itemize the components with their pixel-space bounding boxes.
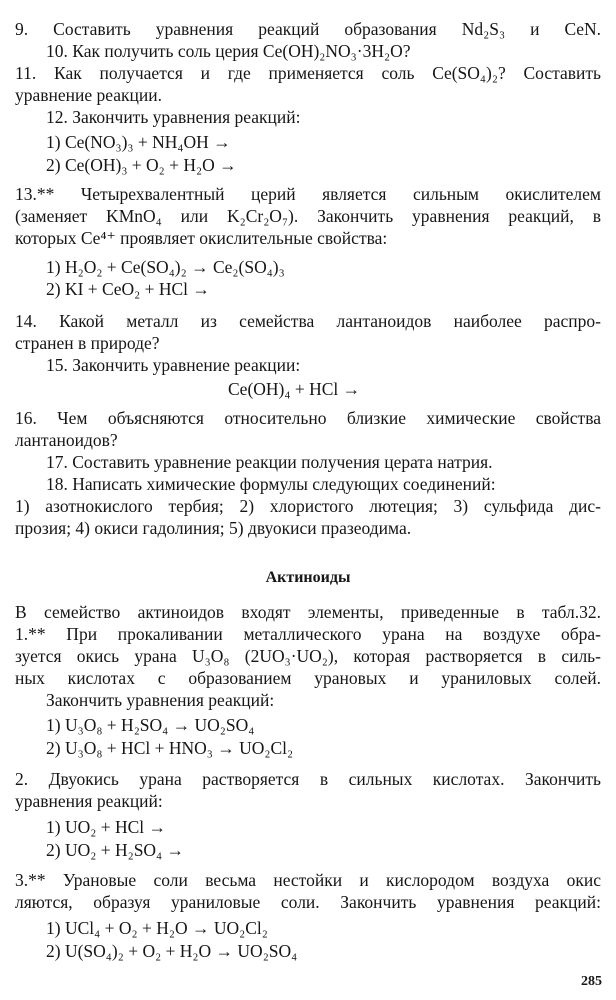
- problem-14-line2: странен в природе?: [15, 333, 160, 353]
- actinoid-problem-1-line1: 1.** При прокаливании металлического урана на воздухе обра-: [15, 624, 601, 644]
- equation-15: Ce(OH)₄ + HCl →: [228, 379, 361, 399]
- problem-13-line1: 13.** Четырехвалентный церий является сильным окислителем: [15, 184, 601, 204]
- actinoid-problem-1-line3: ных кислотах с образованием урановых и ураниловых солей.: [15, 668, 601, 688]
- problem-17: 17. Составить уравнение реакции получения церата натрия.: [46, 452, 493, 472]
- problem-11-line1: 11. Как получается и где применяется соль Ce(SO₄)₂? Составить: [15, 63, 601, 83]
- actinoid-problem-3-line1: 3.** Урановые соли весьма нестойки и кислородом воздуха окис: [15, 870, 601, 890]
- problem-9: 9. Составить уравнения реакций образования Nd₂S₃ и CeN.: [15, 19, 601, 39]
- equation-12-1: 1) Ce(NO₃)₃ + NH₄OH →: [46, 132, 231, 152]
- equation-13-1: 1) H₂O₂ + Ce(SO₄)₂ → Ce₂(SO₄)₃: [46, 257, 285, 277]
- problem-16-line2: лантаноидов?: [15, 430, 118, 450]
- actinoid-problem-1-line4: Закончить уравнения реакций:: [46, 690, 275, 710]
- problem-13-line3: которых Ce⁴⁺ проявляет окислительные свойства:: [15, 228, 388, 248]
- problem-12: 12. Закончить уравнения реакций:: [46, 107, 301, 127]
- problem-15: 15. Закончить уравнение реакции:: [46, 355, 301, 375]
- problem-13-line2: (заменяет KMnO₄ или K₂Cr₂O₇). Закончить уравнения реакций, в: [15, 206, 601, 226]
- problem-10: 10. Как получить соль церия Ce(OH)₂NO₃·3H₂O?: [46, 41, 411, 61]
- problem-18-line3: прозия; 4) окиси гадолиния; 5) двуокиси празеодима.: [15, 518, 412, 538]
- problem-14-line1: 14. Какой металл из семейства лантаноидов наиболее распро-: [15, 311, 601, 331]
- actinoid-problem-3-line2: ляются, образуя ураниловые соли. Закончить уравнения реакций:: [15, 892, 601, 912]
- page-number: 285: [581, 974, 602, 989]
- actinoid-problem-2-line2: уравнения реакций:: [15, 791, 163, 811]
- actinoid-problem-2-line1: 2. Двуокись урана растворяется в сильных кислотах. Закончить: [15, 769, 601, 789]
- actinoid-equation-3-2: 2) U(SO₄)₂ + O₂ + H₂O → UO₂SO₄: [46, 941, 298, 961]
- section-title: Актиноиды: [265, 569, 351, 586]
- actinoids-intro: В семейство актиноидов входят элементы, приведенные в табл.32.: [15, 602, 601, 622]
- actinoid-equation-2-1: 1) UO₂ + HCl →: [46, 817, 166, 837]
- problem-18-line1: 18. Написать химические формулы следующих соединений:: [46, 474, 496, 494]
- equation-13-2: 2) KI + CeO₂ + HCl →: [46, 279, 210, 299]
- actinoid-problem-1-line2: зуется окись урана U₃O₈ (2UO₃·UO₂), которая растворяется в силь-: [15, 646, 601, 666]
- equation-12-2: 2) Ce(OH)₃ + O₂ + H₂O →: [46, 155, 237, 175]
- problem-18-line2: 1) азотнокислого тербия; 2) хлористого лютеция; 3) сульфида дис-: [15, 496, 601, 516]
- problem-11-line2: уравнение реакции.: [15, 85, 163, 105]
- actinoid-equation-3-1: 1) UCl₄ + O₂ + H₂O → UO₂Cl₂: [46, 918, 268, 938]
- actinoid-equation-1-2: 2) U₃O₈ + HCl + HNO₃ → UO₂Cl₂: [46, 738, 294, 758]
- actinoid-equation-1-1: 1) U₃O₈ + H₂SO₄ → UO₂SO₄: [46, 715, 255, 735]
- actinoid-equation-2-2: 2) UO₂ + H₂SO₄ →: [46, 840, 185, 860]
- problem-16-line1: 16. Чем объясняются относительно близкие химические свойства: [15, 408, 601, 428]
